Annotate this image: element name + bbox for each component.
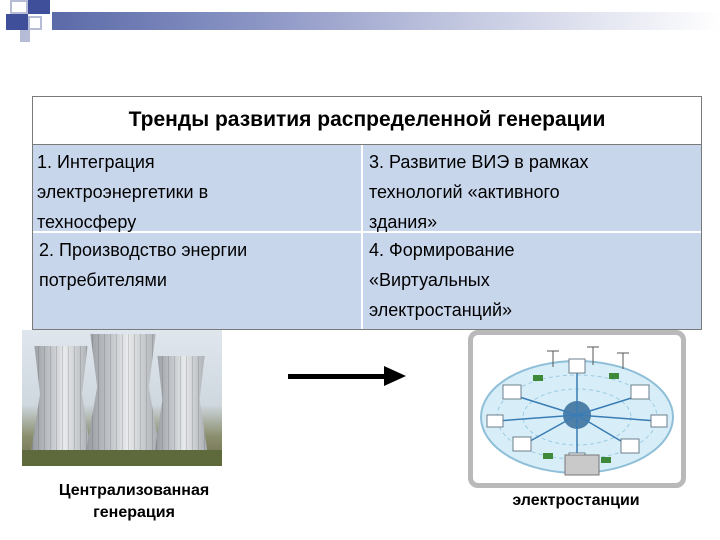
cooling-tower	[80, 334, 166, 466]
arrow-head-icon	[384, 366, 406, 386]
decor-square	[10, 0, 28, 14]
centralized-caption-text: Централизованная генерация	[58, 482, 210, 521]
decor-square	[20, 30, 30, 42]
virtual-power-plant-diagram	[468, 330, 686, 488]
cooling-towers-photo	[22, 330, 222, 466]
decor-top-bar	[52, 12, 720, 30]
trends-table	[32, 96, 702, 330]
decor-square	[6, 14, 28, 30]
decor-square	[28, 0, 50, 14]
cooling-tower	[26, 346, 96, 466]
trend-cell-1: 1. Интеграция электроэнергетики в техносферу	[33, 145, 363, 233]
trend-cell-4: 4. Формирование «Виртуальных электростанций»	[363, 233, 701, 329]
table-title: Тренды развития распределенной генерации	[33, 97, 701, 145]
arrow-right-icon	[288, 374, 386, 379]
centralized-caption	[24, 458, 244, 524]
decor-square	[28, 16, 42, 30]
vpp-caption: электростанции	[512, 492, 640, 509]
trend-cell-3: 3. Развитие ВИЭ в рамках технологий «активного здания»	[363, 145, 701, 233]
trend-cell-2: 2. Производство энергии потребителями	[33, 233, 363, 329]
vpp-illustration	[473, 335, 681, 483]
